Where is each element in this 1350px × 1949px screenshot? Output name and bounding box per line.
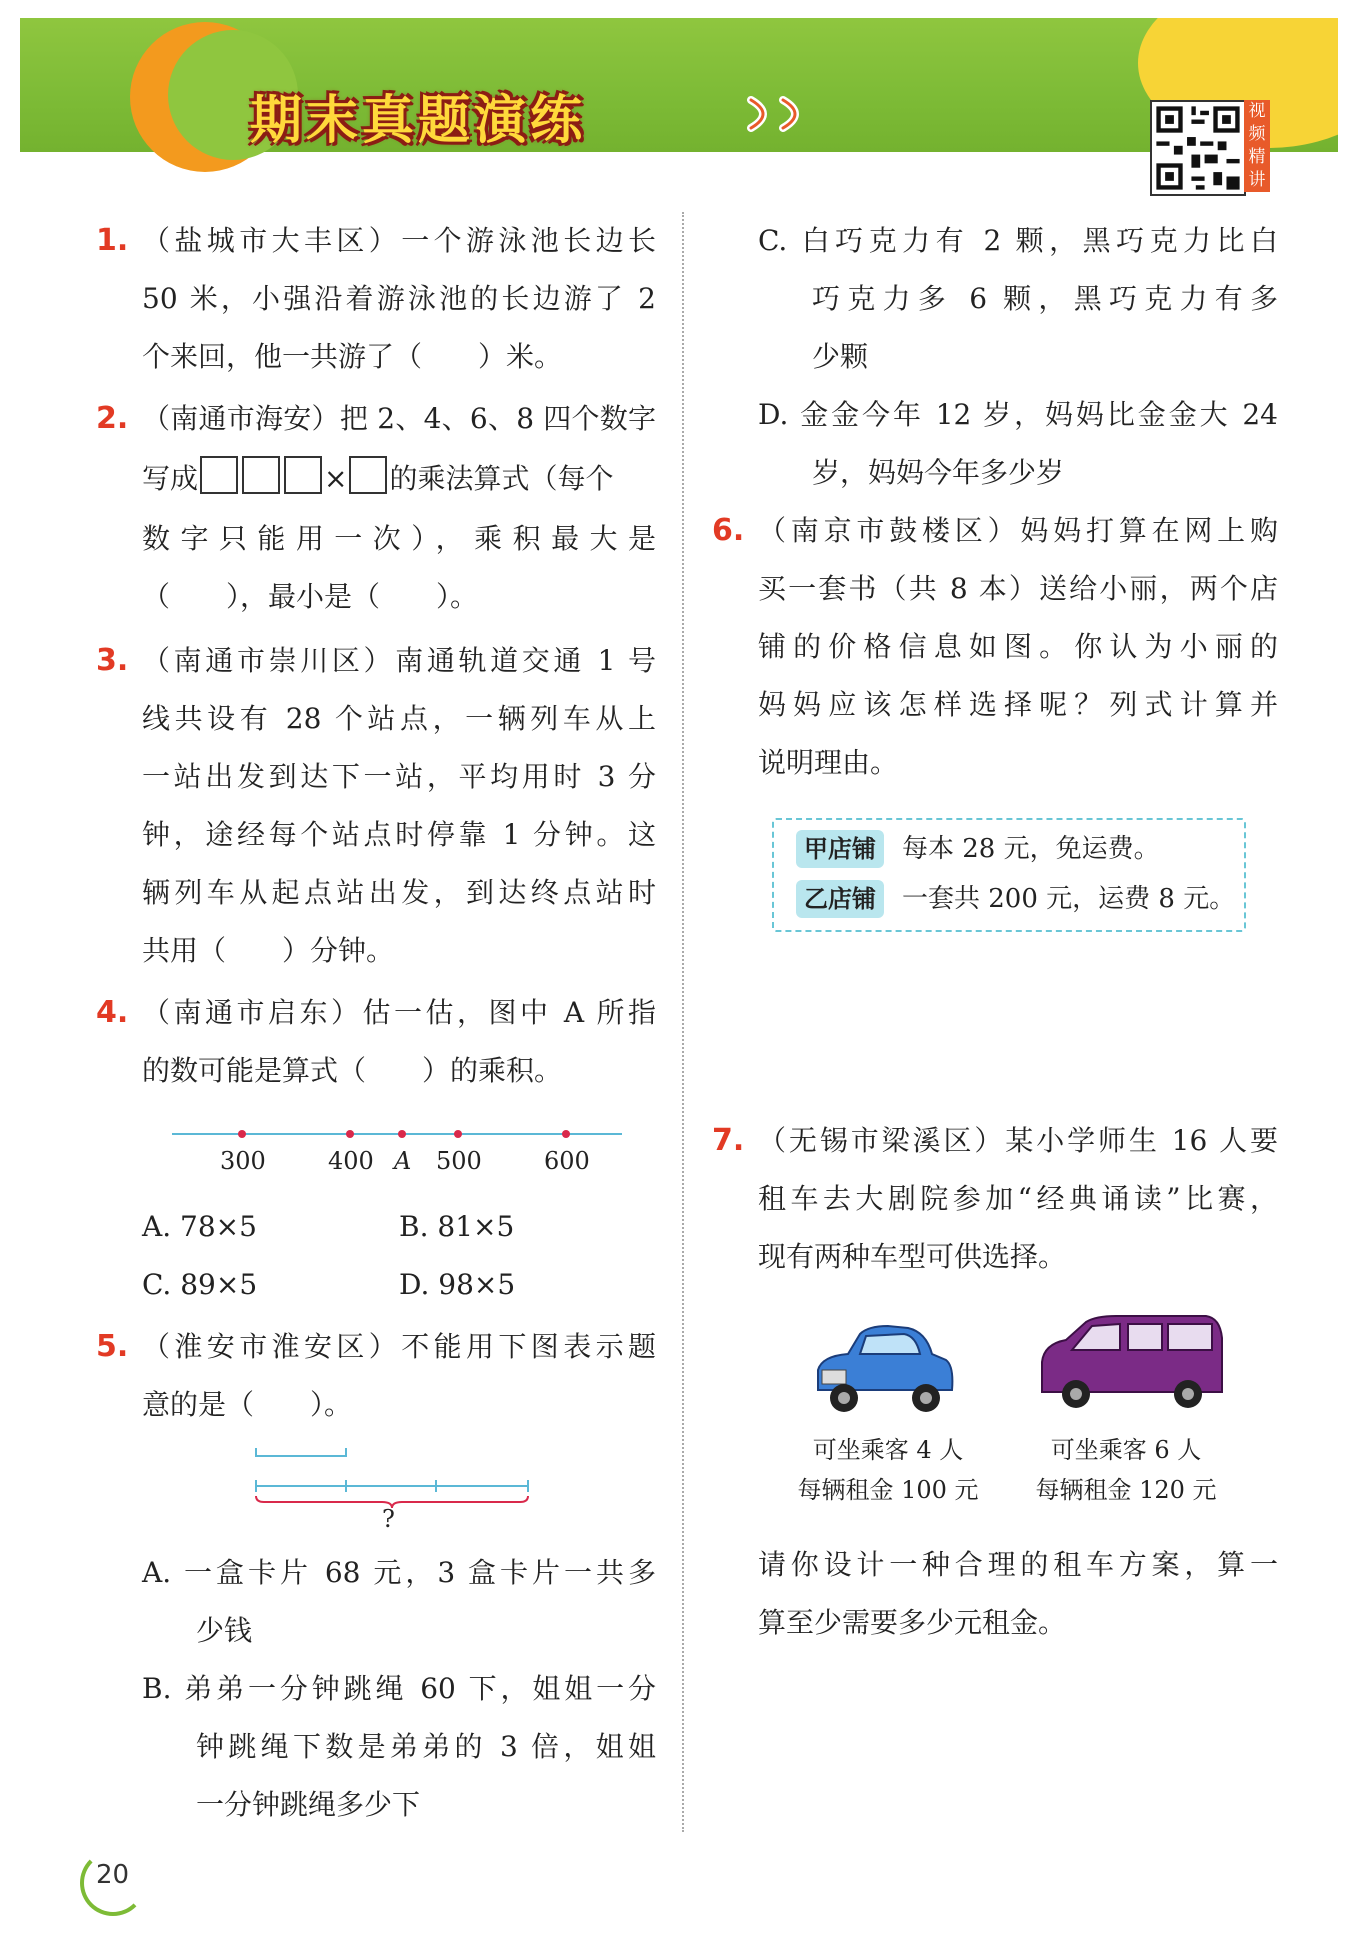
text-fragment: 写成 xyxy=(142,462,199,495)
tick-label: 300 xyxy=(220,1147,266,1175)
option-text-line: B. 弟弟一分钟跳绳 60 下，姐姐一分 xyxy=(142,1672,656,1705)
question-text-line: 线共设有 28 个站点，一辆列车从上 xyxy=(142,702,656,735)
unknown-mark: ? xyxy=(382,1505,395,1533)
van-icon xyxy=(1036,1314,1226,1414)
right-column xyxy=(712,212,1278,1652)
shop-price-1: 每本 28 元，免运费。 xyxy=(902,834,1160,864)
car-capacity: 可坐乘客 4 人 xyxy=(812,1436,964,1464)
question-text-line: 算至少需要多少元租金。 xyxy=(758,1606,1067,1639)
tick-label: 600 xyxy=(544,1147,590,1175)
question-text-line: （南通市海安）把 2、4、6、8 四个数字 xyxy=(142,402,656,435)
options-row xyxy=(96,1198,656,1256)
option-a[interactable]: A. 78×5 xyxy=(142,1210,257,1243)
shop-row-2 xyxy=(796,878,1235,920)
segment-diagram xyxy=(254,1434,554,1544)
double-chevron-icon xyxy=(745,92,825,136)
van-price: 每辆租金 120 元 xyxy=(1035,1476,1217,1504)
question-text-line: 妈妈应该怎样选择呢？列式计算并 xyxy=(758,688,1278,721)
number-line xyxy=(172,1120,632,1190)
question-5 xyxy=(96,1318,656,1434)
option-d[interactable]: D. 98×5 xyxy=(399,1268,516,1301)
text-fragment: 的乘法算式（每个 xyxy=(389,462,614,495)
car-caption-1 xyxy=(778,1430,998,1510)
digit-box[interactable] xyxy=(242,456,280,494)
shop-tag-1: 甲店铺 xyxy=(796,830,884,868)
car-options xyxy=(758,1306,1278,1536)
question-text-line: 辆列车从起点站出发，到达终点站时 xyxy=(142,876,656,909)
question-text-line: 共用（ ）分钟。 xyxy=(142,934,395,967)
question-4 xyxy=(96,984,656,1100)
question-text-line: 的数可能是算式（ ）的乘积。 xyxy=(142,1054,563,1087)
question-text-line: （南京市鼓楼区）妈妈打算在网上购 xyxy=(758,514,1278,547)
option-text-line: 一分钟跳绳多少下 xyxy=(196,1788,421,1821)
question-text-line: 租车去大剧院参加“经典诵读”比赛， xyxy=(758,1182,1278,1215)
tick-label: A xyxy=(394,1147,412,1175)
option-b[interactable]: B. 81×5 xyxy=(399,1210,515,1243)
question-7-task xyxy=(758,1536,1278,1652)
digit-box[interactable] xyxy=(200,456,238,494)
question-number: 1. xyxy=(96,223,129,258)
option-text-line: D. 金金今年 12 岁，妈妈比金金大 24 xyxy=(758,398,1278,431)
question-number: 3. xyxy=(96,643,129,678)
question-1 xyxy=(96,212,656,386)
shop-tag-2: 乙店铺 xyxy=(796,880,884,918)
question-text-line: （南通市崇川区）南通轨道交通 1 号 xyxy=(142,644,656,677)
option-b[interactable] xyxy=(96,1660,656,1834)
question-2 xyxy=(96,390,656,626)
question-text-line: 现有两种车型可供选择。 xyxy=(758,1240,1067,1273)
option-text-line: 少颗 xyxy=(812,340,869,373)
option-c[interactable] xyxy=(758,212,1278,386)
option-c[interactable]: C. 89×5 xyxy=(142,1268,258,1301)
segment-diagram-graphic xyxy=(254,1434,554,1514)
question-text-line xyxy=(142,448,656,510)
times-sign: × xyxy=(324,462,348,495)
question-text-line: 铺的价格信息如图。你认为小丽的 xyxy=(758,630,1278,663)
option-text-line: 少钱 xyxy=(196,1614,253,1647)
digit-box[interactable] xyxy=(349,456,387,494)
option-text-line: C. 白巧克力有 2 颗，黑巧克力比白 xyxy=(758,224,1278,257)
question-text-line: （南通市启东）估一估，图中 A 所指 xyxy=(142,996,656,1029)
car-caption-2 xyxy=(1016,1430,1236,1510)
question-number: 2. xyxy=(96,401,129,436)
qr-code-icon[interactable] xyxy=(1150,100,1246,196)
shop-price-2: 一套共 200 元，运费 8 元。 xyxy=(902,884,1236,914)
options-row xyxy=(96,1256,656,1314)
van-capacity: 可坐乘客 6 人 xyxy=(1050,1436,1202,1464)
shop-row-1 xyxy=(796,828,1160,870)
question-number: 5. xyxy=(96,1329,129,1364)
question-number: 7. xyxy=(712,1123,745,1158)
question-text-line: （淮安市淮安区）不能用下图表示题 xyxy=(142,1330,656,1363)
option-text-line: 钟跳绳下数是弟弟的 3 倍，姐姐 xyxy=(196,1730,656,1763)
question-text-line: 个来回，他一共游了（ ）米。 xyxy=(142,340,563,373)
question-3 xyxy=(96,632,656,980)
question-number: 4. xyxy=(96,995,129,1030)
option-a[interactable] xyxy=(96,1544,656,1660)
page-number: 20 xyxy=(96,1860,130,1890)
tick-label: 500 xyxy=(436,1147,482,1175)
question-text-line: （盐城市大丰区）一个游泳池长边长 xyxy=(142,224,656,257)
question-text-line: 请你设计一种合理的租车方案，算一 xyxy=(758,1548,1278,1581)
option-text-line: 巧克力多 6 颗，黑巧克力有多 xyxy=(812,282,1278,315)
option-d[interactable] xyxy=(758,386,1278,502)
page-title: 期末真题演练 xyxy=(250,91,587,151)
shop-info-box xyxy=(772,818,1246,932)
question-text-line: 数字只能用一次），乘积最大是 xyxy=(142,522,656,555)
tick-label: 400 xyxy=(328,1147,374,1175)
question-text-line: 买一套书（共 8 本）送给小丽，两个店 xyxy=(758,572,1278,605)
question-6 xyxy=(712,502,1278,792)
question-text-line: 意的是（ ）。 xyxy=(142,1388,353,1421)
car-price: 每辆租金 100 元 xyxy=(797,1476,979,1504)
option-text-line: 岁，妈妈今年多少岁 xyxy=(812,456,1065,489)
question-text-line: （无锡市梁溪区）某小学师生 16 人要 xyxy=(758,1124,1278,1157)
question-text-line: （ ），最小是（ ）。 xyxy=(142,580,479,613)
question-text-line: 钟，途经每个站点时停靠 1 分钟。这 xyxy=(142,818,656,851)
question-text-line: 50 米，小强沿着游泳池的长边游了 2 xyxy=(142,282,656,315)
question-7 xyxy=(712,1112,1278,1286)
left-column xyxy=(96,212,656,1834)
column-divider xyxy=(682,212,684,1832)
question-number: 6. xyxy=(712,513,745,548)
qr-label: 视频精讲 xyxy=(1244,100,1270,192)
question-text-line: 说明理由。 xyxy=(758,746,899,779)
question-text-line: 一站出发到达下一站，平均用时 3 分 xyxy=(142,760,656,793)
option-text-line: A. 一盒卡片 68 元，3 盒卡片一共多 xyxy=(142,1556,656,1589)
digit-box[interactable] xyxy=(284,456,322,494)
car-icon xyxy=(808,1320,958,1420)
